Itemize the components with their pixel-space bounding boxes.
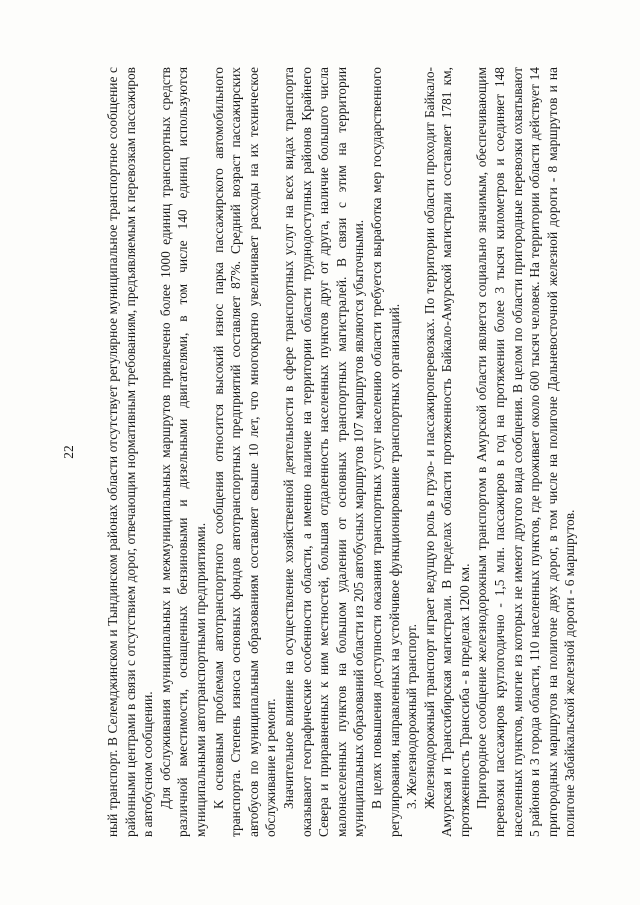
- paragraph-regulation: В целях повышения доступности оказания транспортных услуг населению области требуется выработка мер государственного регулирования, направленных на устойчивое функционирование транспортных организаций.: [368, 67, 402, 837]
- paragraph-railway-main: Железнодорожный транспорт играет ведущую роль в грузо- и пассажироперевозках. По территории области проходит Байкало-Амурская и Транссибирская магистрали. В пределах области протяженность Байкало-Амурской магистрали составляет 1781 км, протяженность Транссиба - в пределах 1200 км.: [421, 67, 472, 837]
- paragraph-geography: Значительное влияние на осуществление хозяйственной деятельности в сфере транспортных услуг на всех видах транспорта оказывают географические особенности области, а именно наличие на территории области труднодоступных районов Крайнего Севера и приравненных к ним местностей, большая отдаленность населенных пунктов друг от друга, наличие большого числа малонаселенных пунктов на большом удалении от основных транспортных магистралей. В связи с этим на территории муниципальных образований области из 205 автобусных маршрутов 107 маршрутов являются убыточными.: [280, 67, 367, 837]
- paragraph-fleet-wear: К основным проблемам автотранспортного сообщения относится высокий износ парка пассажирского автомобильного транспорта. Степень износа основных фондов автотранспортных предприятий составляет 87%. Средний возраст пассажирских автобусов по муниципальным образованиям составляет свыше 10 лет, что многократно увеличивает расходы на их техническое обслуживание и ремонт.: [210, 67, 279, 837]
- page-number: 22: [61, 445, 76, 459]
- body-text: [104, 67, 580, 837]
- paragraph-vehicles: Для обслуживания муниципальных и межмуниципальных маршрутов привлечено более 1000 единиц транспортных средств различной вместимости, оснащенных бензиновыми и дизельными двигателями, в том числе 140 единиц используются муниципальными автотранспортными предприятиями.: [157, 67, 208, 837]
- section-heading-railway: 3. Железнодорожный транспорт.: [404, 623, 420, 809]
- paragraph-suburban: Пригородное сообщение железнодорожным транспортом в Амурской области является социально значимым, обеспечивающим перевозки пассажиров круглогодично - 1,5 млн. пассажиров в год на протяжении более 3 тысяч километров и соединяет 148 населенных пунктов, многие из которых не имеют другого вида сообщения. В целом по области пригородные перевозки охватывают 5 районов и 3 города области, 110 населенных пунктов, где проживает около 600 тысяч человек. На территории области действует 14 пригородных маршрутов на полигоне двух дорог, в том числе на полигоне Дальневосточной железной дороги - 8 маршрутов и на полигоне Забайкальской железной дороги - 6 маршрутов.: [474, 67, 578, 837]
- paragraph-bus-service: ный транспорт. В Селемджинском и Тындинском районах области отсутствует регулярное муниципальное транспортное сообщение с районными центрами в связи с отсутствием дорог, отвечающим нормативным требованиям, предъявляемым к перевозкам пассажиров в автобусном сообщении.: [105, 67, 156, 837]
- rotated-content: [60, 67, 580, 837]
